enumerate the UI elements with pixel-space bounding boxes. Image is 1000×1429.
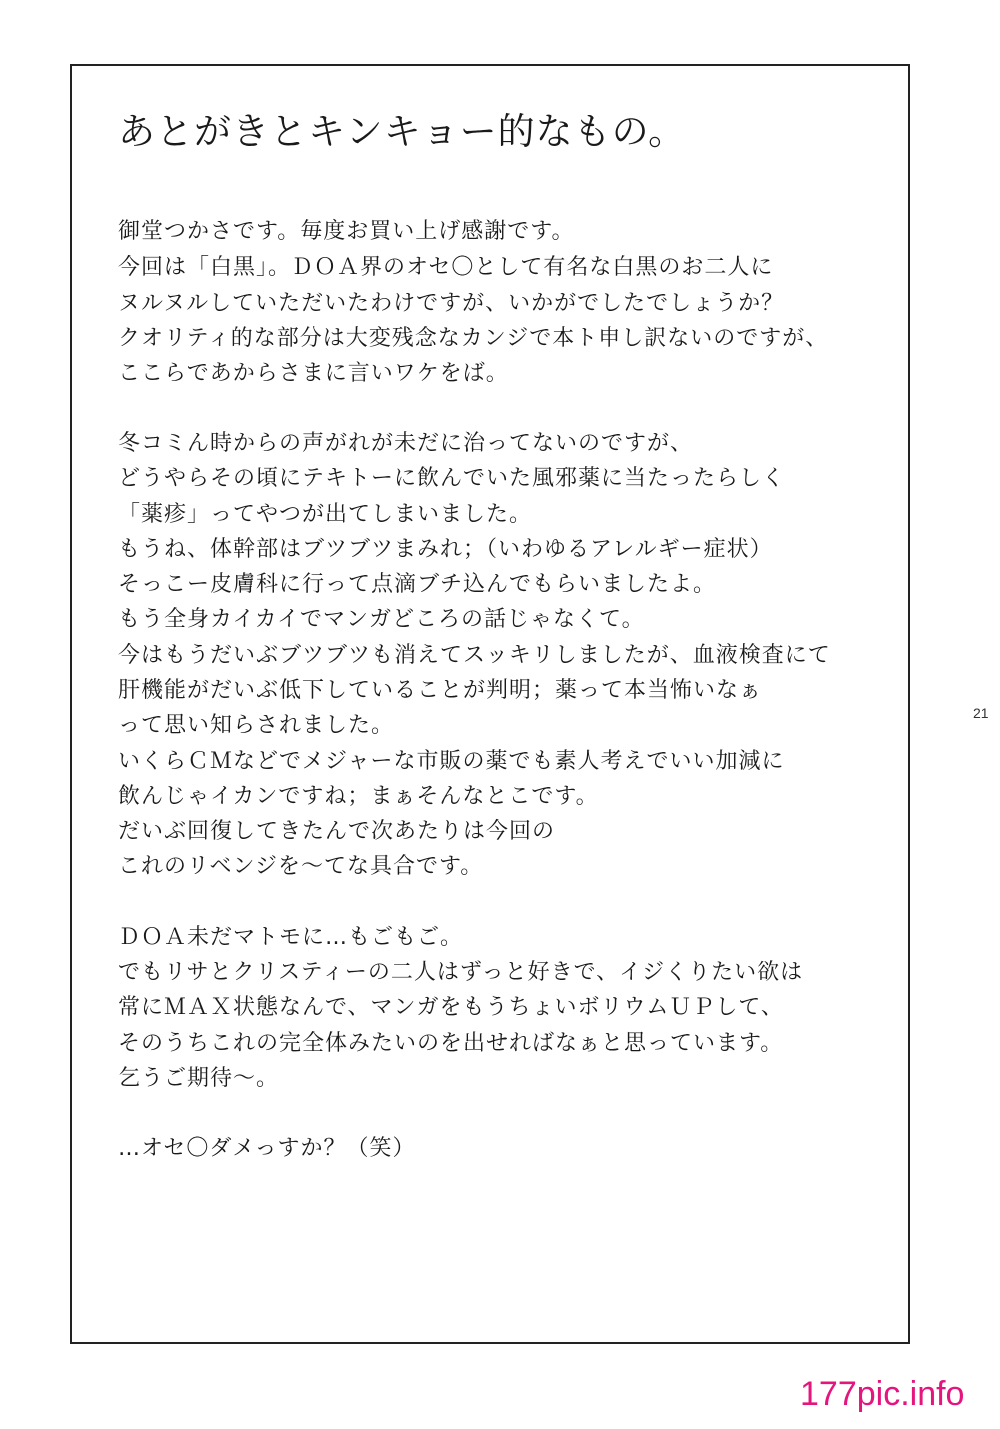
- text-line: もう全身カイカイでマンガどころの話じゃなくて。: [118, 607, 645, 632]
- text-line: 冬コミん時からの声がれが未だに治ってないのですが、: [118, 431, 694, 456]
- text-line: だいぶ回復してきたんで次あたりは今回の: [118, 819, 556, 844]
- text-line: 御堂つかさです。毎度お買い上げ感謝です。: [118, 219, 575, 244]
- text-line: いくらＣＭなどでメジャーな市販の薬でも素人考えでいい加減に: [118, 749, 785, 774]
- text-line: 「薬疹」ってやつが出てしまいました。: [118, 502, 533, 527]
- text-line: って思い知らされました。: [118, 713, 395, 738]
- text-line: ここらであからさまに言いワケをば。: [118, 361, 509, 386]
- text-line: でもリサとクリスティーの二人はずっと好きで、イジくりたい欲は: [118, 960, 804, 985]
- text-line: どうやらその頃にテキトーに飲んでいた風邪薬に当たったらしく: [118, 466, 786, 491]
- text-line: 飲んじゃイカンですね；まぁそんなとこです。: [118, 784, 599, 809]
- text-line: もうね、体幹部はブツブツまみれ；（いわゆるアレルギー症状）: [118, 537, 773, 562]
- text-line: 今はもうだいぶブツブツも消えてスッキリしましたが、血液検査にて: [118, 643, 831, 668]
- text-line: そっこー皮膚科に行って点滴ブチ込んでもらいましたよ。: [118, 572, 717, 597]
- text-line: 肝機能がだいぶ低下していることが判明；薬って本当怖いなぁ: [118, 678, 763, 703]
- page-title: あとがきとキンキョー的なもの。: [118, 110, 687, 153]
- text-line: 今回は「白黒」。ＤＯＡ界のオセ〇として有名な白黒のお二人に: [118, 255, 774, 280]
- text-line: クオリティ的な部分は大変残念なカンジで本ト申し訳ないのですが、: [118, 326, 829, 351]
- watermark: 177pic.info: [800, 1375, 965, 1413]
- text-line: …オセ〇ダメっすか？（笑）: [118, 1136, 416, 1161]
- text-line: 常にＭＡＸ状態なんで、マンガをもうちょいボリウムＵＰして、: [118, 995, 784, 1020]
- text-line: ヌルヌルしていただいたわけですが、いかがでしたでしょうか？: [118, 291, 785, 316]
- text-line: 乞うご期待～。: [118, 1066, 280, 1091]
- text-line: ＤＯＡ未だマトモに…もごもご。: [118, 925, 464, 950]
- text-line: そのうちこれの完全体みたいのを出せればなぁと思っています。: [118, 1031, 784, 1056]
- page-number: 21: [973, 705, 989, 721]
- text-line: これのリベンジを～てな具合です。: [118, 854, 484, 879]
